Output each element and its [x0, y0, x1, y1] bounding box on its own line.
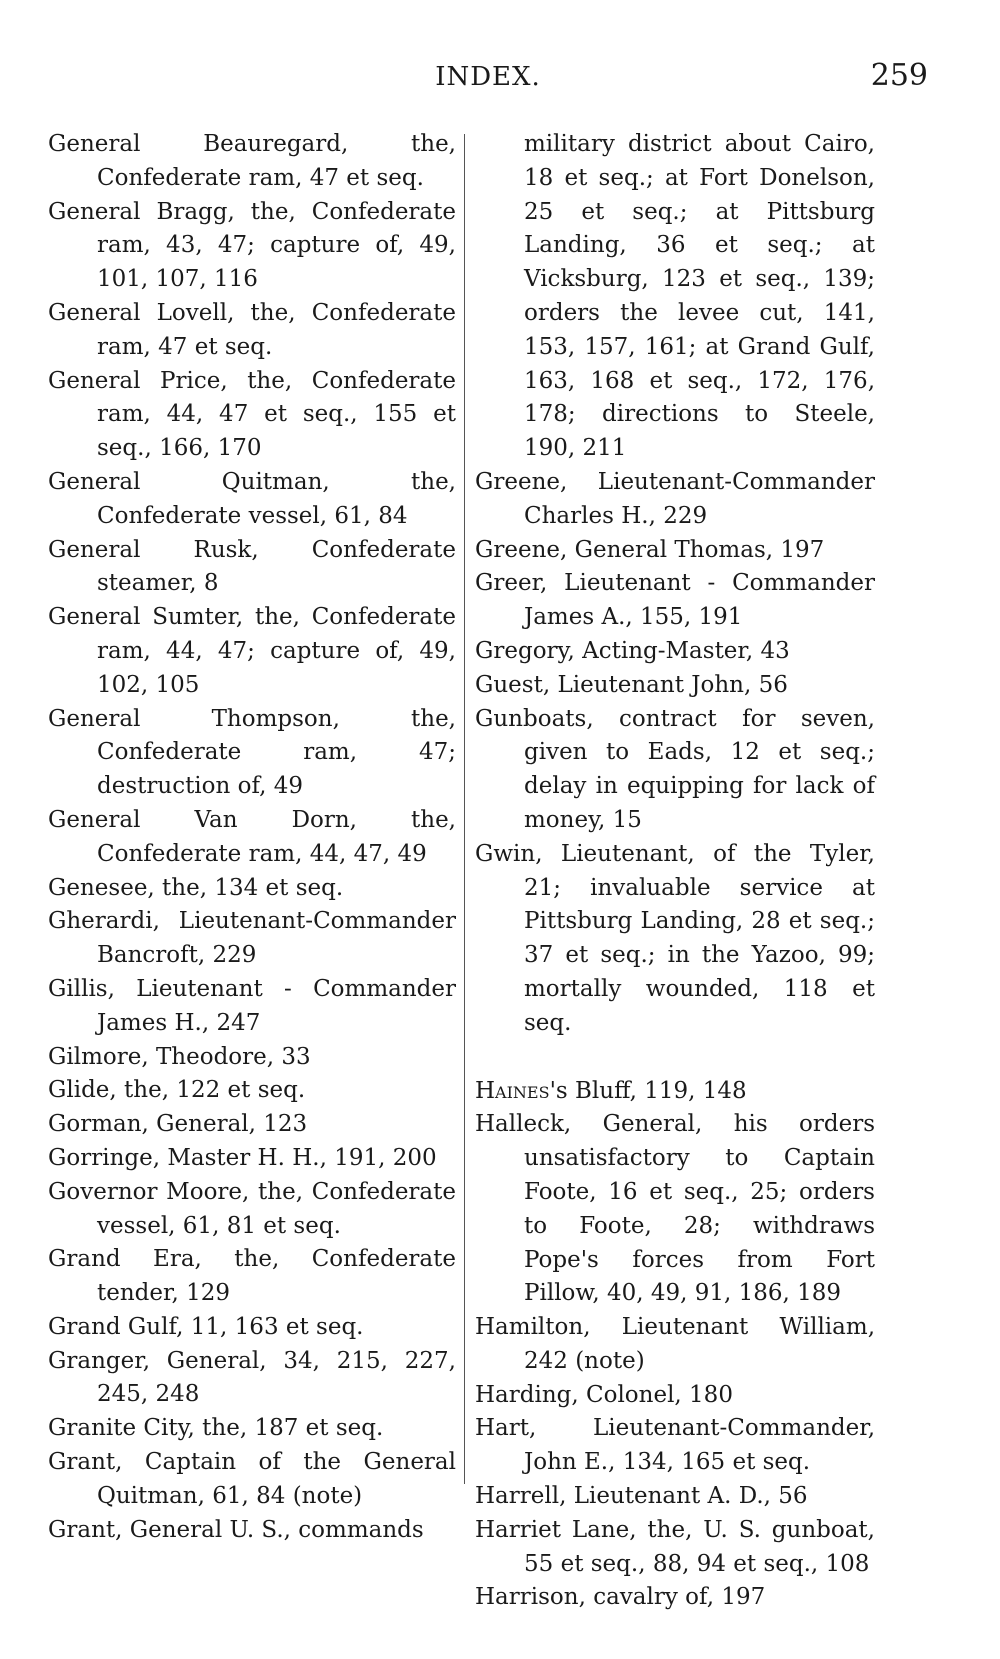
index-entry: Gillis, Lieutenant - Commander James H., 247 [48, 975, 456, 1036]
index-entry: General Beauregard, the, Confederate ram, 47 et seq. [48, 131, 456, 191]
letter-section-gap [475, 1041, 875, 1075]
index-entry: Greene, General Thomas, 197 [475, 536, 825, 563]
index-entry: Guest, Lieutenant John, 56 [475, 671, 788, 698]
index-entry: Halleck, General, his orders unsatisfactory to Captain Foote, 16 et seq., 25; orders to Foote, 28; withdraws Pope's forces from Fort Pillow, 40, 49, 91, 186, 189 [475, 1111, 875, 1307]
index-entry: Gilmore, Theodore, 33 [48, 1043, 311, 1070]
index-entry: Governor Moore, the, Confederate vessel, 61, 81 et seq. [48, 1178, 456, 1239]
index-entry: Grand Gulf, 11, 163 et seq. [48, 1313, 364, 1340]
index-entry-lead: Haines [475, 1077, 550, 1104]
index-entry: Grant, Captain of the General Quitman, 61, 84 (note) [48, 1449, 456, 1509]
index-entry: General Thompson, the, Confederate ram, 47; destruction of, 49 [48, 705, 456, 800]
index-entry: Harrison, cavalry of, 197 [475, 1584, 766, 1611]
index-entry: General Sumter, the, Confederate ram, 44, 47; capture of, 49, 102, 105 [48, 604, 456, 698]
index-entry: Gorman, General, 123 [48, 1111, 308, 1138]
index-entry: Granite City, the, 187 et seq. [48, 1415, 384, 1442]
index-column-right [475, 128, 875, 1615]
column-divider [464, 134, 465, 1484]
index-entry: Hamilton, Lieutenant William, 242 (note) [475, 1314, 875, 1374]
index-entry: Gherardi, Lieutenant-Commander Bancroft, 229 [48, 908, 456, 969]
index-entry: Glide, the, 122 et seq. [48, 1077, 306, 1104]
index-entry [475, 1075, 875, 1109]
index-entry: Gregory, Acting-Master, 43 [475, 637, 790, 664]
index-entry: Grand Era, the, Confederate tender, 129 [48, 1246, 456, 1307]
index-entry: Gwin, Lieutenant, of the Tyler, 21; invaluable service at Pittsburg Landing, 28 et seq.; 37 et seq.; in the Yazoo, 99; mortally wounded, 118 et seq. [475, 840, 875, 1036]
index-entry: General Lovell, the, Confederate ram, 47 et seq. [48, 299, 456, 360]
index-entry: Greene, Lieutenant-Commander Charles H., 229 [475, 468, 875, 529]
page-header [48, 58, 928, 98]
index-entry: Genesee, the, 134 et seq. [48, 874, 344, 901]
index-entry-continued: military district about Cairo, 18 et seq.; at Fort Donelson, 25 et seq.; at Pittsburg Landing, 36 et seq.; at Vicksburg, 123 et seq., 139; orders the levee cut, 141, 153, 157, 161; at Grand Gulf, 163, 168 et seq., 172, 176, 178; directions to Steele, 190, 211 [524, 131, 875, 462]
index-entry: Granger, General, 34, 215, 227, 245, 248 [48, 1347, 456, 1408]
index-entry: Grant, General U. S., commands [48, 1516, 424, 1543]
index-entry: Greer, Lieutenant - Commander James A., 155, 191 [475, 570, 875, 631]
index-entry: Harrell, Lieutenant A. D., 56 [475, 1483, 808, 1510]
index-entry: Hart, Lieutenant-Commander, John E., 134, 165 et seq. [475, 1415, 875, 1476]
index-entry: General Price, the, Confederate ram, 44, 47 et seq., 155 et seq., 166, 170 [48, 367, 456, 462]
index-entry: Gorringe, Master H. H., 191, 200 [48, 1144, 437, 1171]
page-title: INDEX. [435, 62, 541, 92]
index-entry: General Van Dorn, the, Confederate ram, 44, 47, 49 [48, 806, 456, 867]
page-number: 259 [870, 58, 928, 93]
index-entry: General Quitman, the, Confederate vessel, 61, 84 [48, 468, 456, 529]
index-entry: Harding, Colonel, 180 [475, 1381, 733, 1408]
index-entry: Gunboats, contract for seven, given to Eads, 12 et seq.; delay in equipping for lack of money, 15 [475, 705, 875, 833]
index-entry: General Bragg, the, Confederate ram, 43, 47; capture of, 49, 101, 107, 116 [48, 198, 456, 293]
index-entry: General Rusk, Confederate steamer, 8 [48, 536, 456, 597]
index-column-left [48, 128, 456, 1547]
index-entry-rest: 's Bluff, 119, 148 [549, 1077, 747, 1104]
index-entry: Harriet Lane, the, U. S. gunboat, 55 et seq., 88, 94 et seq., 108 [475, 1516, 875, 1577]
